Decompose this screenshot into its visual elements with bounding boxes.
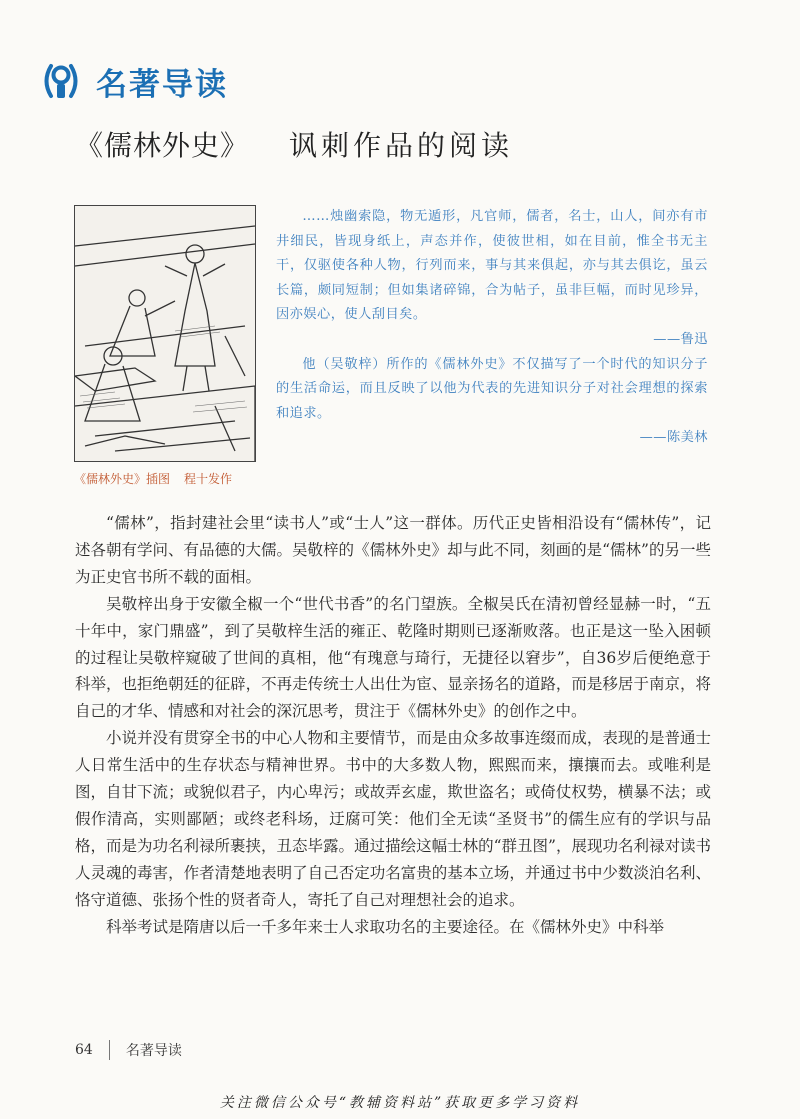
illustration-caption <box>74 470 232 487</box>
body-paragraph: 吴敬梓出身于安徽全椒一个“世代书香”的名门望族。全椒吴氏在清初曾经显赫一时，“五十年中，家门鼎盛”，到了吴敬梓生活的雍正、乾隆时期则已逐渐败落。也正是这一坠入困顿的过程让吴敬梓窥破了世间的真相，他“有瑰意与琦行，无捷径以窘步”，自36岁后便绝意于科举，也拒绝朝廷的征辟，不再走传统士人出仕为宦、显亲扬名的道路，而是移居于南京，将自己的才华、情感和对社会的深沉思考，贯注于《儒林外史》的创作之中。 <box>75 594 711 721</box>
quote-text: 他（吴敬梓）所作的《儒林外史》不仅描写了一个时代的知识分子的生活命运，而且反映了以他为代表的先进知识分子对社会理想的探索和追求。 <box>276 356 708 421</box>
body-paragraph: 小说并没有贯穿全书的中心人物和主要情节，而是由众多故事连缀而成，表现的是普通士人日常生活中的生存状态与精神世界。书中的大多数人物，熙熙而来，攘攘而去。或唯利是图，自甘下流；或貌似君子，内心卑污；或故弄玄虚，欺世盗名；或倚仗权势，横暴不法；或假作清高，实则鄙陋；或终老科场，迂腐可笑：他们全无读“圣贤书”的儒生应有的学识与品格，而是为功名利禄所裹挟，丑态毕露。通过描绘这幅士林的“群丑图”，展现功名利禄对读书人灵魂的毒害，作者清楚地表明了自己否定功名富贵的基本立场，并通过书中少数淡泊名利、恪守道德、张扬个性的贤者奇人，寄托了自己对理想社会的追求。 <box>75 729 711 909</box>
page-number: 64 <box>75 1042 93 1058</box>
caption-title: 《儒林外史》插图 <box>74 472 171 486</box>
book-reader-icon <box>38 58 84 104</box>
section-header <box>38 58 228 104</box>
illustration-drawing <box>75 206 255 461</box>
quote-chen-meilin <box>276 353 708 451</box>
quote-lu-xun <box>276 205 708 353</box>
book-title: 《儒林外史》 <box>75 129 250 162</box>
quote-text: ……烛幽索隐，物无遁形，凡官师，儒者，名士，山人，间亦有市井细民，皆现身纸上，声态并作，使彼世相，如在目前，惟全书无主干，仅驱使各种人物，行列而来，事与其来俱起，亦与其去俱讫，虽云长篇，颇同短制；但如集诸碎锦，合为帖子，虽非巨幅，而时见珍异，因亦娱心，使人刮目矣。 <box>276 209 708 323</box>
bottom-note: 关注微信公众号“教辅资料站”获取更多学习资料 <box>219 1095 581 1111</box>
article-subtitle: 讽刺作品的阅读 <box>289 129 514 162</box>
page-footer <box>75 1040 182 1060</box>
footer-section-label: 名著导读 <box>125 1043 182 1059</box>
article-title <box>75 124 513 164</box>
article-body <box>75 510 711 941</box>
caption-artist: 程十发作 <box>184 472 233 486</box>
body-paragraph: “儒林”，指封建社会里“读书人”或“士人”这一群体。历代正史皆相沿设有“儒林传”，记述各朝有学问、有品德的大儒。吴敬梓的《儒林外史》却与此不同，刻画的是“儒林”的另一些为正史官书所不载的面相。 <box>75 514 711 586</box>
quote-author: ——鲁迅 <box>653 331 708 347</box>
section-title: 名著导读 <box>96 66 228 103</box>
quote-block <box>276 205 708 451</box>
footer-divider <box>109 1040 110 1060</box>
quote-author: ——陈美林 <box>639 430 708 446</box>
book-illustration <box>74 205 256 462</box>
body-paragraph: 科举考试是隋唐以后一千多年来士人求取功名的主要途径。在《儒林外史》中科举 <box>106 917 665 936</box>
